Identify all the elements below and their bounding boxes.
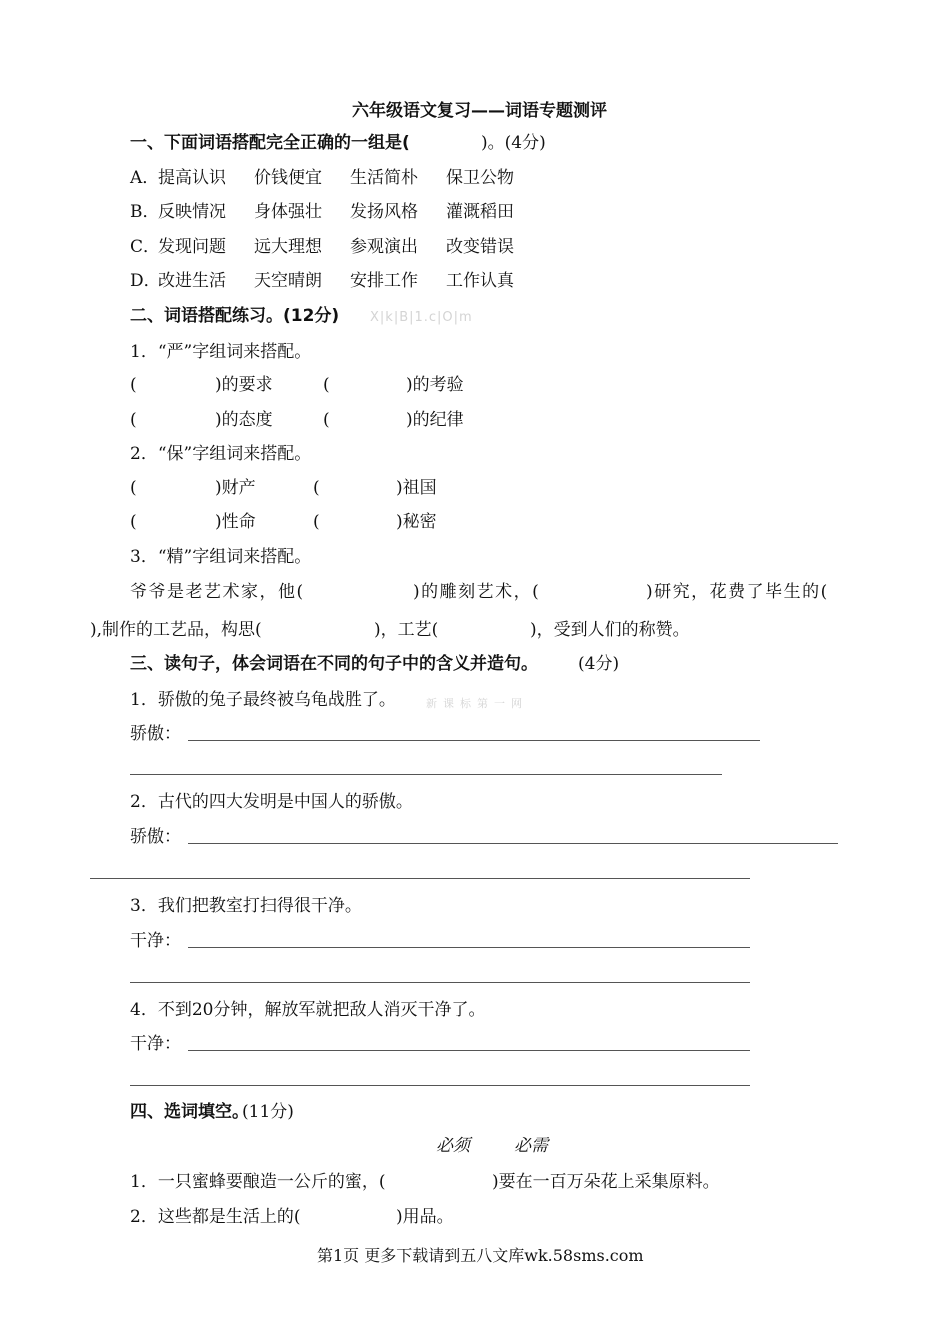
section2-q1-prompt: 1．“严”字组词来搭配。 <box>130 342 312 362</box>
page-title: 六年级语文复习——词语专题测评 <box>352 101 607 121</box>
watermark-text: 新课标第一网 <box>426 697 528 710</box>
section3-item-2: 2．古代的四大发明是中国人的骄傲。 <box>130 792 413 812</box>
page-footer: 第1页 更多下载请到五八文库wk.58sms.com <box>317 1246 644 1265</box>
answer-line[interactable] <box>130 982 750 983</box>
section3-label-3: 干净： <box>130 931 181 951</box>
section2-q2-prompt: 2．“保”字组词来搭配。 <box>130 444 312 464</box>
section3-label-1: 骄傲： <box>130 724 181 744</box>
section3-label-4: 干净： <box>130 1034 181 1054</box>
answer-line[interactable] <box>130 774 722 775</box>
section3-item-4: 4．不到20分钟，解放军就把敌人消灭干净了。 <box>130 1000 486 1020</box>
answer-line[interactable] <box>188 740 760 741</box>
answer-line[interactable] <box>188 843 838 844</box>
answer-line[interactable] <box>188 1050 750 1051</box>
answer-line[interactable] <box>188 947 750 948</box>
answer-line[interactable] <box>90 878 750 879</box>
section2-q3-prompt: 3．“精”字组词来搭配。 <box>130 547 312 567</box>
section3-item-3: 3．我们把教室打扫得很干净。 <box>130 896 362 916</box>
answer-line[interactable] <box>130 1085 750 1086</box>
section3-label-2: 骄傲： <box>130 827 181 847</box>
watermark-text: X|k|B|1.c|O|m <box>370 310 473 325</box>
